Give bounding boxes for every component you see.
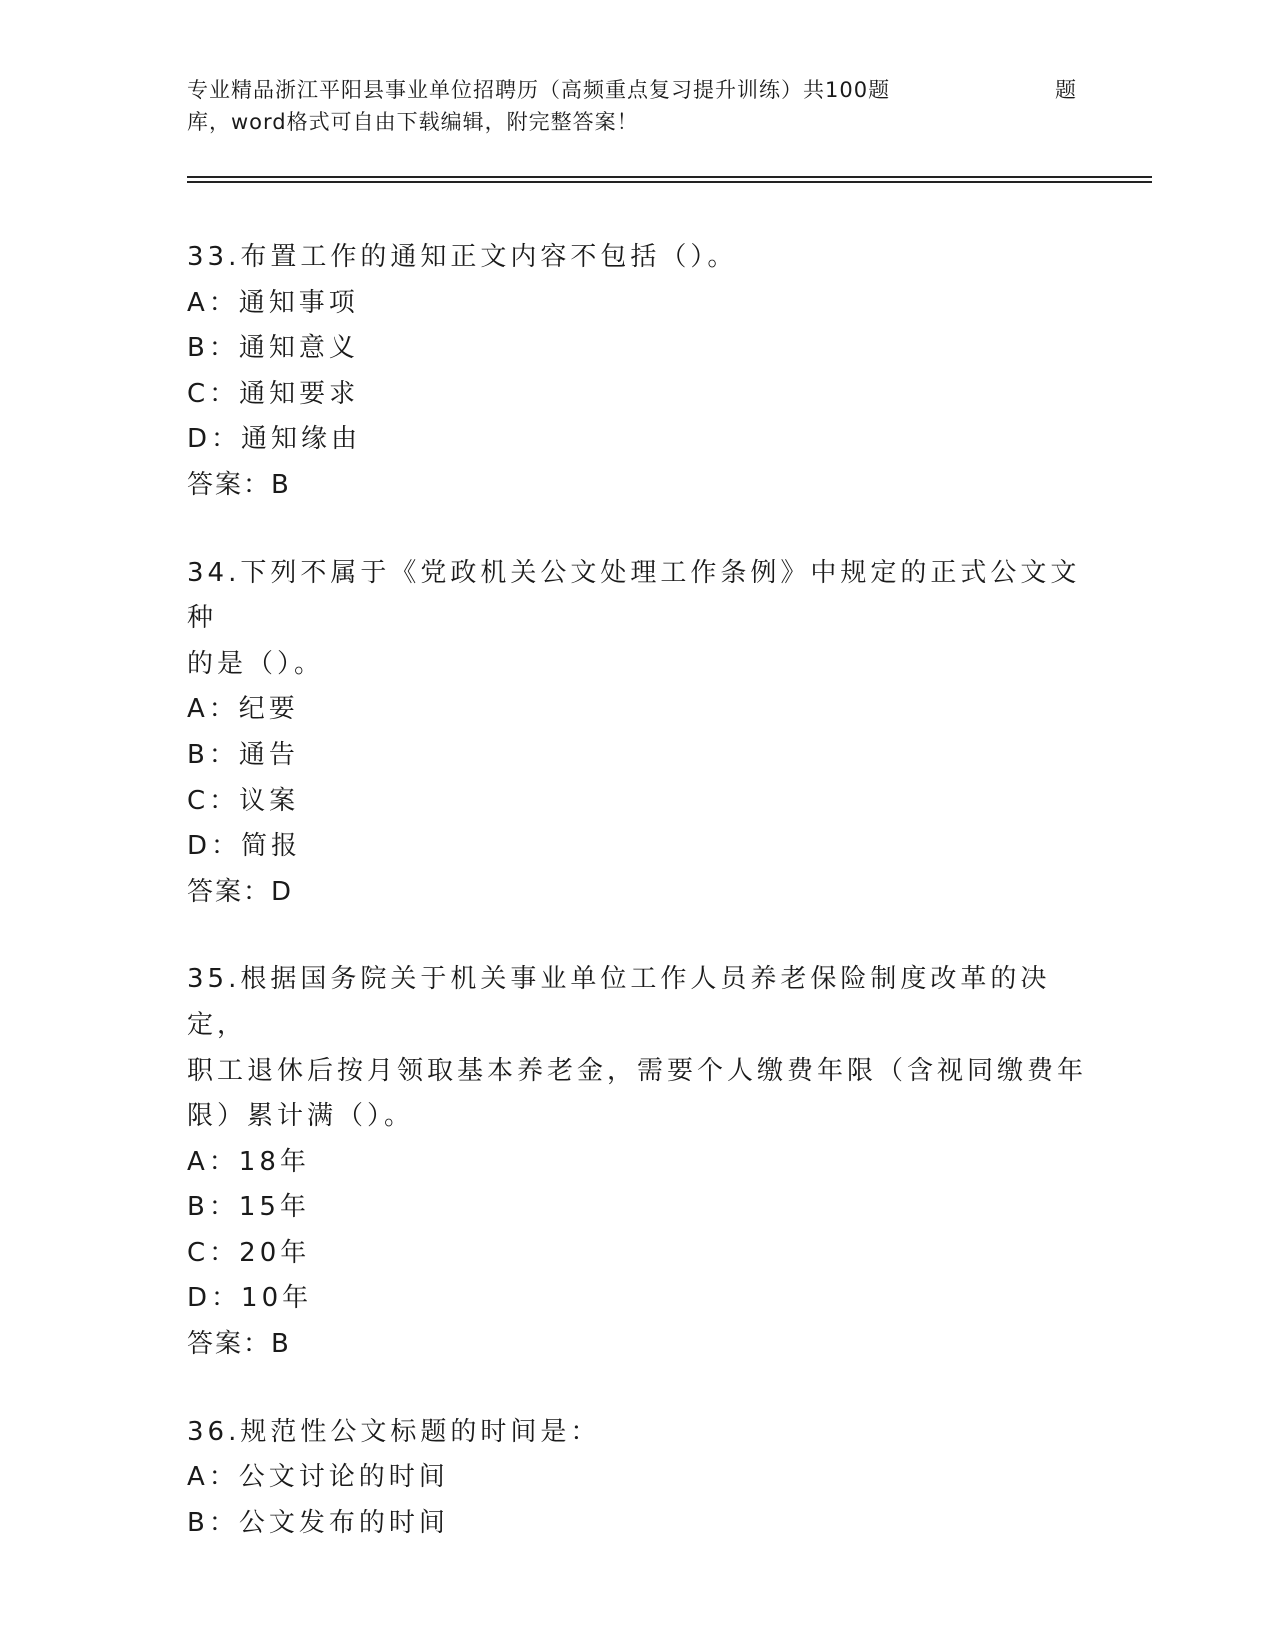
option-c: C：议案 bbox=[187, 785, 300, 816]
question-35 bbox=[187, 957, 1087, 1367]
question-stem: 33.布置工作的通知正文内容不包括（）。 bbox=[187, 242, 738, 272]
header-divider-bottom bbox=[187, 181, 1152, 183]
option-b: B：通知意义 bbox=[187, 333, 359, 364]
header-divider-top bbox=[187, 176, 1152, 178]
header-title-text: 专业精品浙江平阳县事业单位招聘历（高频重点复习提升训练）共100题 bbox=[187, 78, 891, 102]
answer-line: 答案：B bbox=[187, 469, 291, 500]
option-a: A：通知事项 bbox=[187, 287, 359, 318]
option-a: A：公文讨论的时间 bbox=[187, 1462, 449, 1493]
answer-line: 答案：D bbox=[187, 876, 294, 907]
header-line-1 bbox=[187, 74, 1087, 106]
question-34 bbox=[187, 551, 1087, 916]
question-list bbox=[187, 235, 1087, 1546]
question-33 bbox=[187, 235, 1087, 509]
option-a: A：18年 bbox=[187, 1146, 310, 1177]
option-b: B：公文发布的时间 bbox=[187, 1507, 449, 1538]
option-b: B：通告 bbox=[187, 739, 299, 770]
option-a: A：纪要 bbox=[187, 694, 299, 725]
option-d: D：10年 bbox=[187, 1283, 313, 1314]
question-stem-line-1: 34.下列不属于《党政机关公文处理工作条例》中规定的正式公文文种 bbox=[187, 557, 1081, 634]
question-stem-line-1: 35.根据国务院关于机关事业单位工作人员养老保险制度改革的决定， bbox=[187, 964, 1051, 1040]
question-stem-line-3: 限）累计满（）。 bbox=[187, 1101, 415, 1132]
option-d: D：简报 bbox=[187, 831, 302, 862]
option-d: D：通知缘由 bbox=[187, 424, 362, 455]
question-36 bbox=[187, 1410, 1087, 1547]
document-header bbox=[187, 74, 1087, 138]
header-line-2: 库，word格式可自由下载编辑，附完整答案！ bbox=[187, 110, 639, 134]
question-stem-line-2: 职工退休后按月领取基本养老金，需要个人缴费年限（含视同缴费年 bbox=[187, 1055, 1088, 1086]
question-stem: 36.规范性公文标题的时间是： bbox=[187, 1416, 601, 1447]
header-title-wrap-char: 题 bbox=[1055, 78, 1077, 102]
option-c: C：20年 bbox=[187, 1237, 311, 1268]
option-c: C：通知要求 bbox=[187, 378, 360, 409]
answer-line: 答案：B bbox=[187, 1329, 291, 1360]
question-stem-line-2: 的是（）。 bbox=[187, 648, 325, 679]
option-b: B：15年 bbox=[187, 1192, 310, 1223]
